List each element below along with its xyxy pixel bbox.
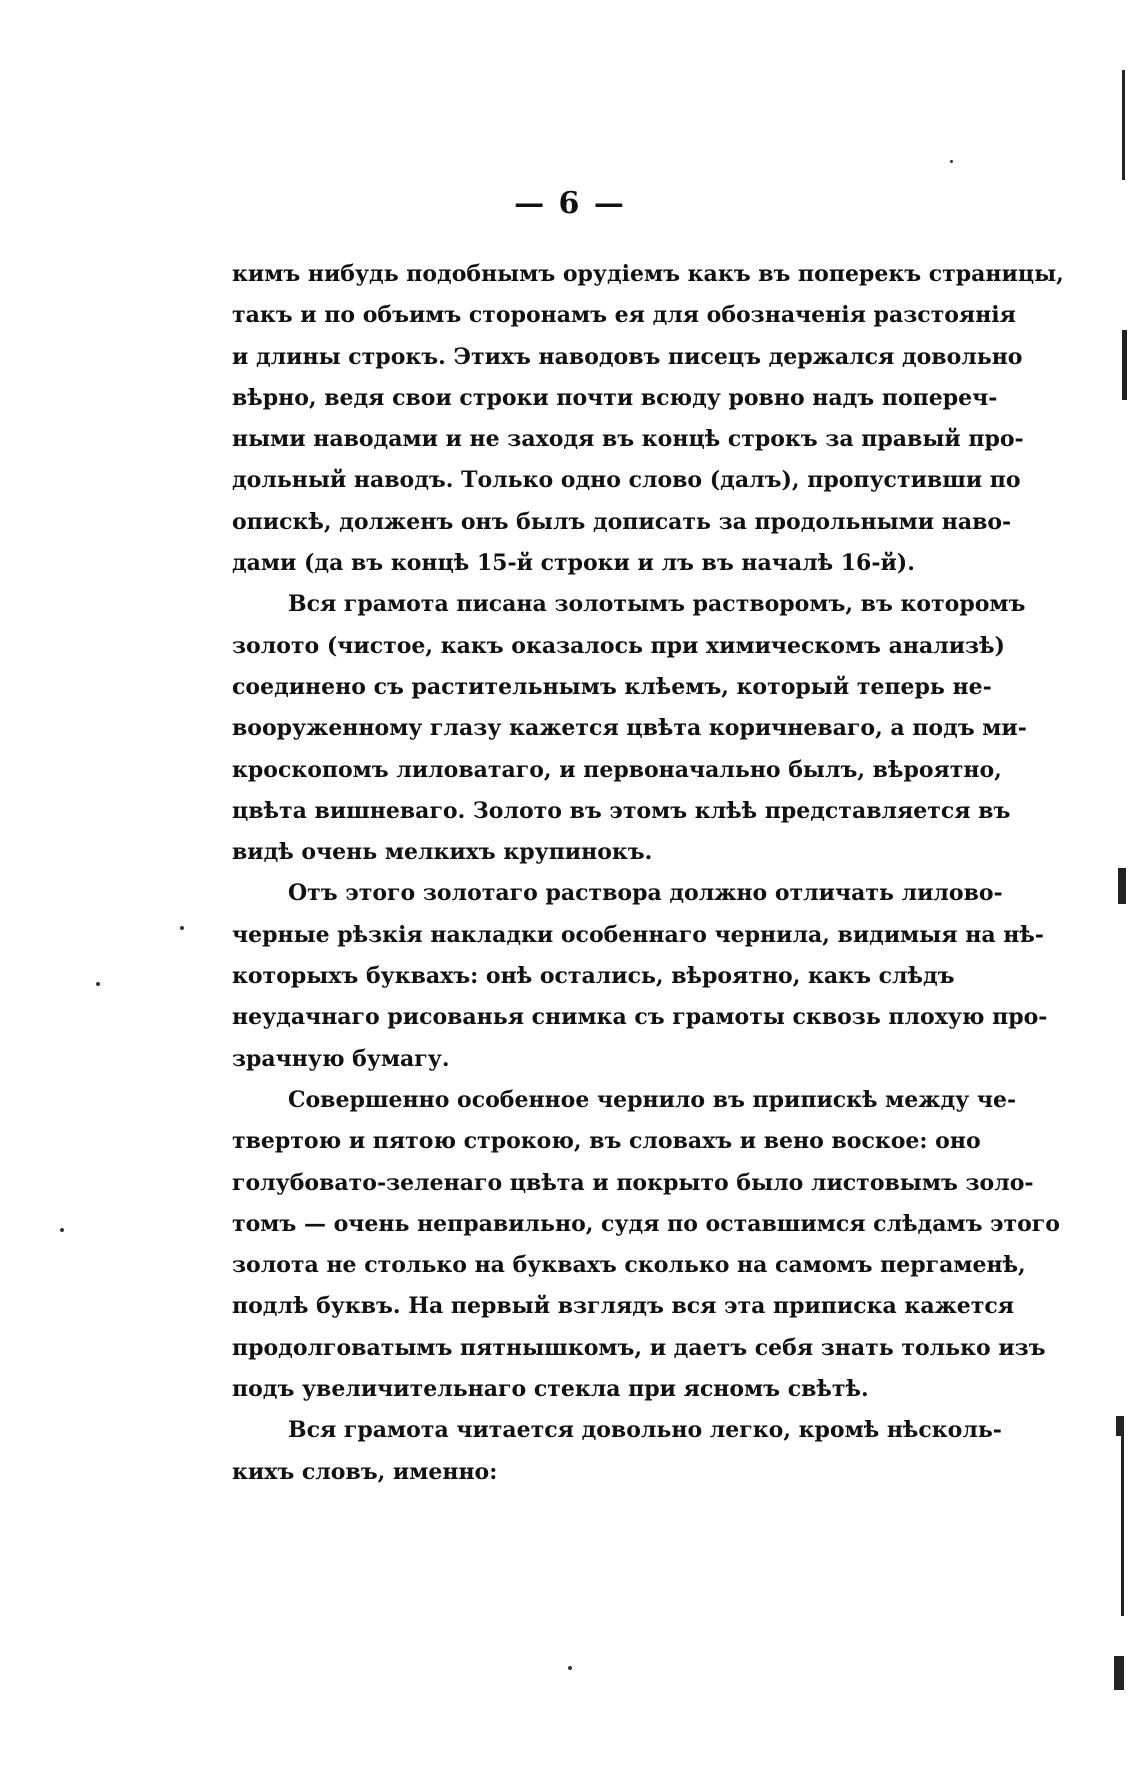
body-text bbox=[232, 254, 1064, 1493]
scan-edge-mark bbox=[1118, 868, 1126, 904]
text-line: и длины строкъ. Этихъ наводовъ писецъ держался довольно bbox=[232, 343, 1023, 370]
text-line: Вся грамота читается довольно легко, кромѣ нѣсколь- bbox=[288, 1417, 1002, 1444]
text-line: кимъ нибудь подобнымъ орудіемъ какъ въ поперекъ страницы, bbox=[232, 261, 1064, 287]
text-line: опискѣ, долженъ онъ былъ дописать за продольными наво- bbox=[232, 508, 1012, 535]
text-line: золото (чистое, какъ оказалось при химическомъ анализѣ) bbox=[232, 632, 1005, 659]
scan-edge-mark bbox=[1114, 1656, 1124, 1690]
text-line: продолговатымъ пятнышкомъ, и даетъ себя знать только изъ bbox=[232, 1334, 1046, 1361]
text-line: неудачнаго рисованья снимка съ грамоты сквозь плохую про- bbox=[232, 1004, 1048, 1031]
scan-speck bbox=[60, 1228, 64, 1232]
text-line: вооруженному глазу кажется цвѣта коричневаго, а подъ ми- bbox=[232, 715, 1027, 742]
text-line: Отъ этого золотаго раствора должно отличать лилово- bbox=[288, 880, 1003, 907]
scan-edge-mark bbox=[1121, 1436, 1124, 1616]
text-line: такъ и по объимъ сторонамъ ея для обозначенія разстоянія bbox=[232, 302, 1016, 329]
text-line: кроскопомъ лиловатаго, и первоначально былъ, вѣроятно, bbox=[232, 756, 1002, 783]
text-line: твертою и пятою строкою, въ словахъ и вено воское: оно bbox=[232, 1128, 981, 1155]
scan-speck bbox=[950, 160, 953, 163]
text-line: голубовато-зеленаго цвѣта и покрыто было листовымъ золо- bbox=[232, 1169, 1034, 1196]
text-line: вѣрно, ведя свои строки почти всюду ровно надъ попереч- bbox=[232, 384, 998, 411]
scan-edge-mark bbox=[1122, 70, 1125, 180]
scan-speck bbox=[568, 1666, 572, 1670]
text-line: которыхъ буквахъ: онѣ остались, вѣроятно, какъ слѣдъ bbox=[232, 963, 955, 990]
scan-speck bbox=[180, 926, 184, 930]
text-line: соединено съ растительнымъ клѣемъ, который теперь не- bbox=[232, 673, 992, 700]
text-line: видѣ очень мелкихъ крупинокъ. bbox=[232, 839, 653, 866]
text-line: золота не столько на буквахъ сколько на самомъ пергаменѣ, bbox=[232, 1252, 1026, 1279]
text-line: цвѣта вишневаго. Золото въ этомъ клѣѣ представляется въ bbox=[232, 797, 1011, 824]
text-line: черные рѣзкія накладки особеннаго чернила, видимыя на нѣ- bbox=[232, 921, 1044, 948]
scan-speck bbox=[96, 982, 100, 986]
text-line: Вся грамота писана золотымъ растворомъ, въ которомъ bbox=[288, 591, 1026, 618]
text-line: ными наводами и не заходя въ концѣ строкъ за правый про- bbox=[232, 426, 1024, 453]
text-line: Совершенно особенное чернило въ припискѣ между че- bbox=[288, 1086, 1017, 1113]
text-line: зрачную бумагу. bbox=[232, 1045, 450, 1072]
text-line: кихъ словъ, именно: bbox=[232, 1458, 498, 1485]
scan-edge-mark bbox=[1116, 1416, 1124, 1436]
text-line: томъ — очень неправильно, судя по оставшимся слѣдамъ этого bbox=[232, 1210, 1060, 1237]
text-line: подъ увеличительнаго стекла при ясномъ свѣтѣ. bbox=[232, 1376, 869, 1403]
text-line: подлѣ буквъ. На первый взглядъ вся эта приписка кажется bbox=[232, 1293, 1015, 1320]
text-line: дольный наводъ. Только одно слово (далъ), пропустивши по bbox=[232, 467, 1021, 494]
text-line: дами (да въ концѣ 15-й строки и лъ въ началѣ 16-й). bbox=[232, 550, 915, 577]
page-number: — 6 — bbox=[514, 186, 626, 221]
scan-edge-mark bbox=[1122, 330, 1127, 400]
